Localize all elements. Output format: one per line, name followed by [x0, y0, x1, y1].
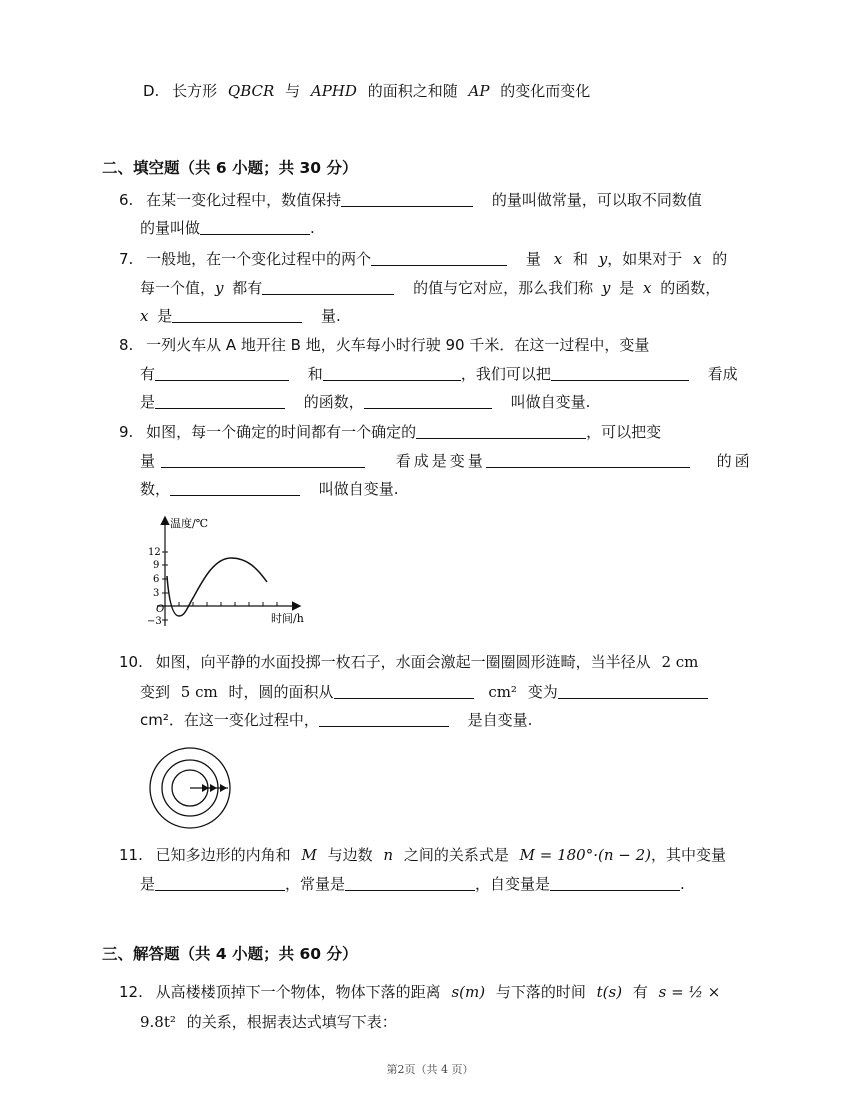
- y-tick-label: −3: [147, 616, 162, 627]
- text: 和: [572, 250, 588, 268]
- value: 5 cm: [180, 683, 218, 701]
- y-tick-label: 3: [153, 588, 160, 599]
- text: 是: [140, 875, 156, 893]
- answer-blank[interactable]: [371, 249, 507, 266]
- q11-line-1: [119, 845, 726, 865]
- text: 与: [285, 82, 301, 100]
- variable-x: x: [140, 307, 149, 325]
- variable-y: y: [601, 279, 611, 297]
- text: 变到: [140, 683, 171, 701]
- answer-blank[interactable]: [200, 218, 310, 235]
- text: cm²．在这一变化过程中，: [140, 711, 319, 729]
- y-axis-label: 温度/℃: [170, 517, 209, 530]
- variable-M: M: [301, 846, 317, 864]
- variable: APHD: [310, 82, 357, 100]
- text: 是: [619, 279, 635, 297]
- q7-line-3: [140, 306, 341, 326]
- question-number: 12.: [119, 983, 143, 1001]
- formula: s = ½ ×: [658, 983, 721, 1001]
- variable-s: s(m): [451, 983, 486, 1001]
- x-axis-label: 时间/h: [271, 612, 304, 625]
- y-tick-label: 6: [153, 574, 160, 585]
- variable-n: n: [383, 846, 394, 864]
- text: ，自变量是: [475, 875, 551, 893]
- text: 的面积之和随: [367, 82, 458, 100]
- answer-blank[interactable]: [262, 278, 394, 295]
- text: 是: [140, 393, 156, 411]
- text: 的量叫做: [140, 219, 201, 237]
- value: 2 cm: [661, 653, 699, 671]
- variable-x: x: [693, 250, 702, 268]
- q7-line-2: [140, 278, 720, 298]
- answer-blank[interactable]: [155, 874, 285, 891]
- answer-blank[interactable]: [323, 364, 461, 381]
- answer-blank[interactable]: [319, 710, 449, 727]
- q12-line-1: [119, 982, 720, 1002]
- q5-option-d: [143, 81, 590, 101]
- variable-y: y: [598, 250, 608, 268]
- answer-blank[interactable]: [172, 306, 302, 323]
- text: 看成是变量: [395, 452, 486, 470]
- text: 在某一变化过程中，数值保持: [146, 191, 342, 209]
- text: .: [680, 875, 685, 893]
- formula: 9.8t²: [140, 1013, 176, 1031]
- text: 之间的关系式是: [403, 846, 509, 864]
- text: 是自变量.: [467, 711, 533, 729]
- text: 叫做自变量.: [318, 480, 399, 498]
- variable: AP: [468, 82, 490, 100]
- question-number: 6.: [119, 191, 134, 209]
- question-number: 9.: [119, 423, 134, 441]
- q10-line-2: [140, 682, 708, 702]
- text: 如图，每一个确定的时间都有一个确定的: [146, 423, 417, 441]
- unit: cm²: [488, 683, 517, 701]
- formula: M = 180°·(n − 2): [519, 846, 651, 864]
- q12-line-2: [140, 1012, 397, 1032]
- answer-blank[interactable]: [341, 190, 473, 207]
- text: 和: [307, 365, 323, 383]
- q11-line-2: [140, 874, 685, 894]
- text: 长方形: [172, 82, 218, 100]
- text: 叫做自变量.: [510, 393, 591, 411]
- text: 每一个值，: [140, 279, 216, 297]
- text: 的变化而变化: [500, 82, 591, 100]
- text: 从高楼楼顶掉下一个物体，物体下落的距离: [155, 983, 441, 1001]
- text: 有: [632, 983, 648, 1001]
- answer-blank[interactable]: [170, 479, 300, 496]
- text: 数，: [140, 480, 171, 498]
- text: 有: [140, 365, 156, 383]
- text: 量: [525, 250, 541, 268]
- q9-line-2: [140, 451, 753, 471]
- y-tick-label: 12: [148, 547, 161, 558]
- text: 如图，向平静的水面投掷一枚石子，水面会激起一圈圈圆形涟畸，当半径从: [155, 653, 651, 671]
- text: 一列火车从 A 地开往 B 地，火车每小时行驶 90 千米．在这一过程中，变量: [146, 336, 650, 354]
- variable-x: x: [642, 279, 652, 297]
- ripple-circles-figure: [146, 744, 236, 834]
- q10-line-1: [119, 652, 698, 672]
- answer-blank[interactable]: [550, 874, 680, 891]
- answer-blank[interactable]: [486, 451, 690, 468]
- variable-t: t(s): [596, 983, 623, 1001]
- text: 都有: [232, 279, 263, 297]
- question-number: 8.: [119, 336, 134, 354]
- answer-blank[interactable]: [551, 364, 689, 381]
- text: 一般地，在一个变化过程中的两个: [146, 250, 372, 268]
- text: ，如果对于: [607, 250, 683, 268]
- answer-blank[interactable]: [334, 682, 474, 699]
- y-tick-label: 9: [153, 560, 160, 571]
- answer-blank[interactable]: [155, 392, 285, 409]
- text: 的函数，: [303, 393, 364, 411]
- temperature-time-graph: [143, 512, 323, 632]
- text: 与边数: [327, 846, 373, 864]
- q7-line-1: [119, 249, 727, 269]
- option-label: D.: [143, 82, 160, 100]
- temperature-curve: [167, 558, 267, 616]
- answer-blank[interactable]: [364, 392, 492, 409]
- text: 时，圆的面积从: [228, 683, 334, 701]
- question-number: 7.: [119, 250, 134, 268]
- text: ，其中变量: [651, 846, 727, 864]
- q6-line-2: [140, 218, 315, 238]
- page-footer: 第2页（共 4 页）: [386, 1063, 474, 1076]
- text: 的值与它对应，那么我们称: [413, 279, 594, 297]
- q8-line-2: [140, 364, 738, 384]
- arrowheads: [202, 784, 227, 792]
- text: 的关系，根据表达式填写下表：: [186, 1013, 397, 1031]
- answer-blank[interactable]: [161, 451, 365, 468]
- origin-label: O: [156, 604, 165, 615]
- variable: QBCR: [227, 82, 275, 100]
- text: 的函: [716, 452, 753, 470]
- text: 量: [140, 452, 156, 470]
- text: 量.: [321, 307, 341, 325]
- q9-line-1: [119, 422, 661, 442]
- question-number: 11.: [119, 846, 143, 864]
- text: 已知多边形的内角和: [155, 846, 291, 864]
- text: ，可以把变: [586, 423, 662, 441]
- variable-x: x: [553, 250, 563, 268]
- q6-line-1: [119, 190, 702, 210]
- answer-blank[interactable]: [345, 874, 475, 891]
- q10-line-3: [140, 710, 532, 730]
- answer-blank[interactable]: [155, 364, 289, 381]
- q8-line-1: [119, 335, 649, 355]
- section-3-title: 三、解答题（共 4 小题；共 60 分）: [102, 945, 358, 963]
- text: ，我们可以把: [460, 365, 551, 383]
- text: 的: [712, 250, 728, 268]
- q9-line-3: [140, 479, 399, 499]
- text: 是: [157, 307, 173, 325]
- question-number: 10.: [119, 653, 143, 671]
- q8-line-3: [140, 392, 590, 412]
- text: 的量叫做常量，可以取不同数值: [491, 191, 702, 209]
- answer-blank[interactable]: [416, 422, 586, 439]
- text: 变为: [527, 683, 558, 701]
- text: 看成: [707, 365, 738, 383]
- answer-blank[interactable]: [558, 682, 708, 699]
- section-2-title: 二、填空题（共 6 小题；共 30 分）: [102, 159, 358, 177]
- text: 的函数，: [660, 279, 721, 297]
- text: 与下落的时间: [495, 983, 586, 1001]
- variable-y: y: [215, 279, 224, 297]
- text: ，常量是: [285, 875, 346, 893]
- text: .: [310, 219, 315, 237]
